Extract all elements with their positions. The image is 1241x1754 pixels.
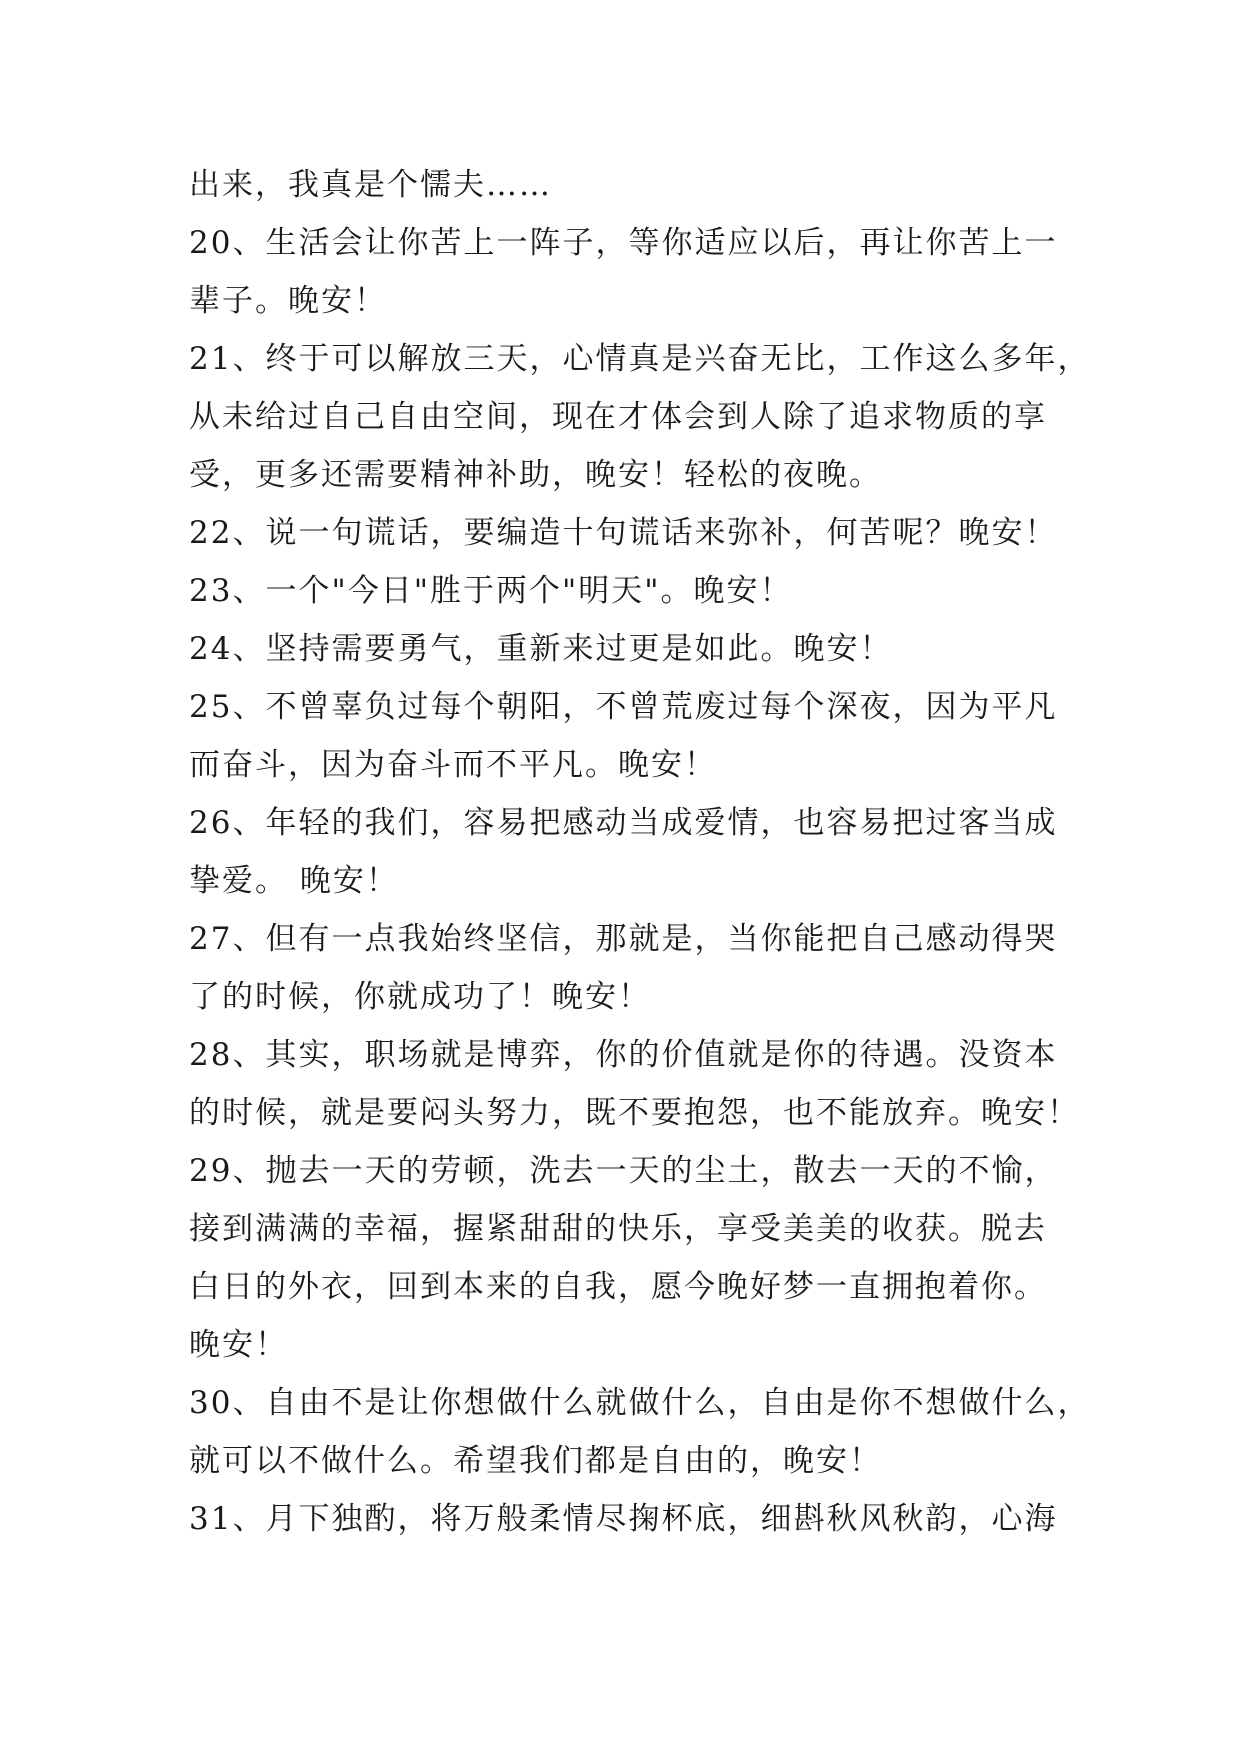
document-body <box>189 156 1091 1548</box>
text-line: 受，更多还需要精神补助，晚安！轻松的夜晚。 <box>189 457 882 493</box>
text-line: 23、一个"今日"胜于两个"明天"。晚安！ <box>189 573 793 609</box>
text-line: 辈子。晚安！ <box>189 283 387 319</box>
text-line: 21、终于可以解放三天，心情真是兴奋无比，工作这么多年， <box>189 341 1091 377</box>
text-line: 26、年轻的我们，容易把感动当成爱情，也容易把过客当成 <box>189 805 1058 841</box>
text-line: 28、其实，职场就是博弈，你的价值就是你的待遇。没资本 <box>189 1037 1058 1073</box>
text-line: 晚安！ <box>189 1327 288 1363</box>
text-line: 白日的外衣，回到本来的自我，愿今晚好梦一直拥抱着你。 <box>189 1269 1047 1305</box>
text-line: 而奋斗，因为奋斗而不平凡。晚安！ <box>189 747 717 783</box>
text-line: 31、月下独酌，将万般柔情尽掬杯底，细斟秋风秋韵，心海 <box>189 1501 1058 1537</box>
text-line: 30、自由不是让你想做什么就做什么，自由是你不想做什么， <box>189 1385 1091 1421</box>
text-line: 从未给过自己自由空间，现在才体会到人除了追求物质的享 <box>189 399 1047 435</box>
text-line: 就可以不做什么。希望我们都是自由的，晚安！ <box>189 1443 882 1479</box>
text-line: 20、生活会让你苦上一阵子，等你适应以后，再让你苦上一 <box>189 225 1058 261</box>
text-line: 出来，我真是个懦夫…… <box>189 167 552 203</box>
text-line: 25、不曾辜负过每个朝阳，不曾荒废过每个深夜，因为平凡 <box>189 689 1058 725</box>
text-line: 24、坚持需要勇气，重新来过更是如此。晚安！ <box>189 631 893 667</box>
text-line: 27、但有一点我始终坚信，那就是，当你能把自己感动得哭 <box>189 921 1058 957</box>
text-line: 22、说一句谎话，要编造十句谎话来弥补，何苦呢？晚安！ <box>189 515 1058 551</box>
text-line: 的时候，就是要闷头努力，既不要抱怨，也不能放弃。晚安！ <box>189 1095 1080 1131</box>
text-line: 接到满满的幸福，握紧甜甜的快乐，享受美美的收获。脱去 <box>189 1211 1047 1247</box>
text-line: 挚爱。 晚安！ <box>189 863 399 899</box>
text-line: 了的时候，你就成功了！晚安！ <box>189 979 651 1015</box>
text-line: 29、抛去一天的劳顿，洗去一天的尘土，散去一天的不愉， <box>189 1153 1058 1189</box>
